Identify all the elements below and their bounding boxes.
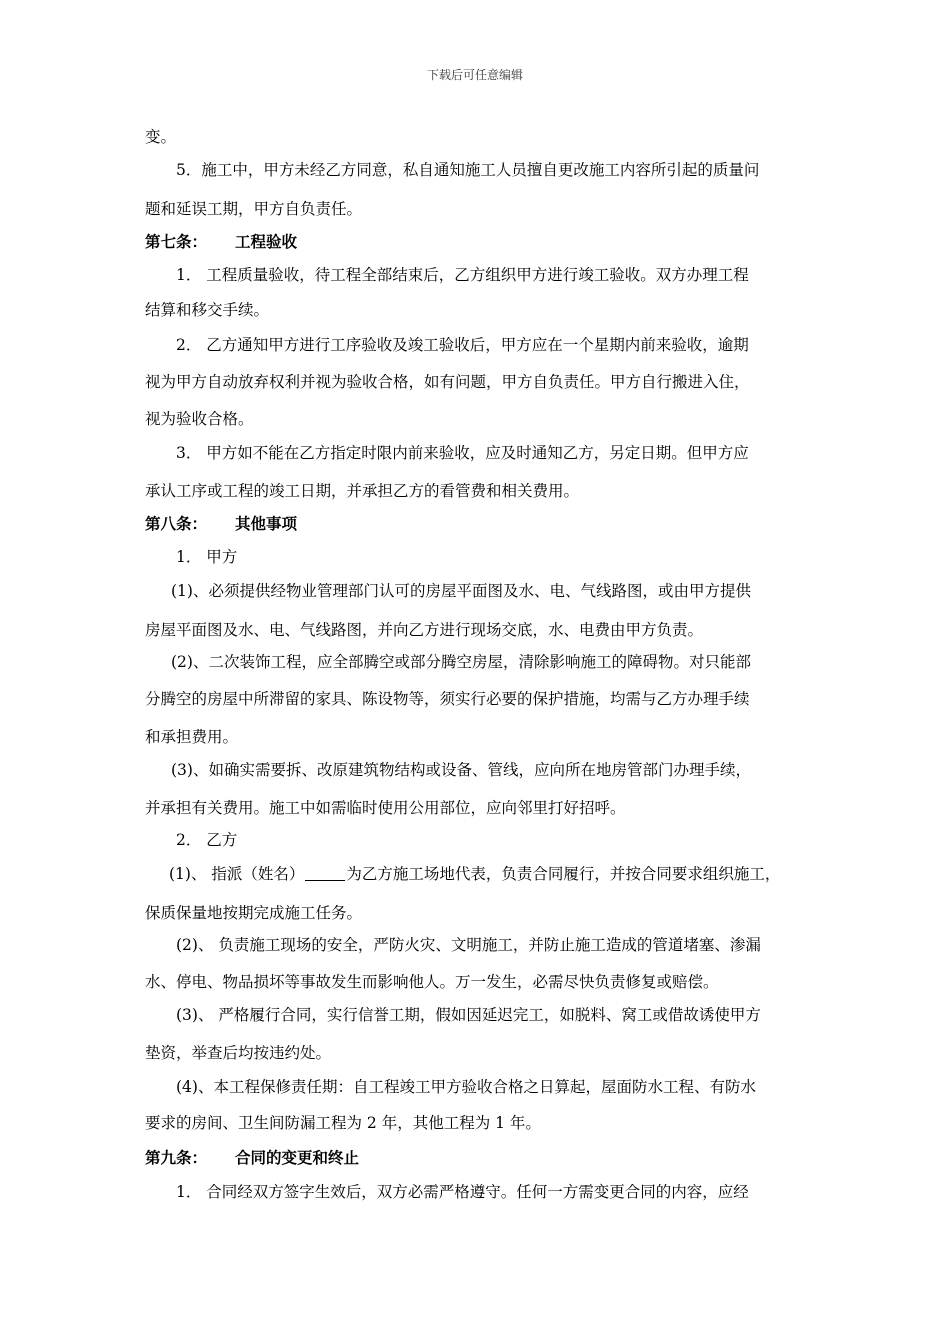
- body-line: 房屋平面图及水、电、气线路图，并向乙方进行现场交底，水、电费由甲方负责。: [145, 621, 704, 639]
- body-line: 2． 乙方: [176, 831, 238, 849]
- article-number: 第九条：: [145, 1148, 208, 1167]
- article-title: 合同的变更和终止: [235, 1148, 360, 1167]
- body-line: 1． 合同经双方签字生效后，双方必需严格遵守。任何一方需变更合同的内容，应经: [176, 1183, 749, 1201]
- body-line: 保质保量地按期完成施工任务。: [145, 904, 363, 922]
- body-line: (3)、 严格履行合同，实行信誉工期，假如因延迟完工，如脱料、窝工或借故诱使甲方: [176, 1006, 761, 1024]
- article-number: 第八条：: [145, 514, 208, 533]
- body-line: 垫资，举查后均按违约处。: [145, 1044, 332, 1062]
- body-line: 5．施工中，甲方未经乙方同意，私自通知施工人员擅自更改施工内容所引起的质量问: [176, 161, 760, 179]
- body-line: 3． 甲方如不能在乙方指定时限内前来验收，应及时通知乙方，另定日期。但甲方应: [176, 444, 749, 462]
- article-heading-9: [145, 1147, 810, 1169]
- article-heading-8: [145, 513, 810, 535]
- body-line: 1． 工程质量验收，待工程全部结束后，乙方组织甲方进行竣工验收。双方办理工程: [176, 266, 749, 284]
- name-blank: [305, 864, 345, 881]
- body-line: 结算和移交手续。: [145, 301, 270, 319]
- body-line: (1)、必须提供经物业管理部门认可的房屋平面图及水、电、气线路图，或由甲方提供: [171, 582, 751, 600]
- body-line: 2． 乙方通知甲方进行工序验收及竣工验收后，甲方应在一个星期内前来验收，逾期: [176, 336, 749, 354]
- body-line: 分腾空的房屋中所滞留的家具、陈设物等，须实行必要的保护措施，均需与乙方办理手续: [145, 690, 750, 708]
- body-line: (4)、本工程保修责任期：自工程竣工甲方验收合格之日算起，屋面防水工程、有防水: [176, 1078, 756, 1096]
- line-segment: 为乙方施工场地代表，负责合同履行，并按合同要求组织施工，: [346, 865, 781, 883]
- body-line: 水、停电、物品损坏等事故发生而影响他人。万一发生，必需尽快负责修复或赔偿。: [145, 973, 719, 991]
- line-segment: (1)、 指派（姓名）: [169, 865, 305, 883]
- body-line: 题和延误工期，甲方自负责任。: [145, 200, 363, 218]
- article-heading-7: [145, 231, 810, 253]
- page-header: 下载后可任意编辑: [426, 68, 523, 82]
- body-line: (2)、二次装饰工程，应全部腾空或部分腾空房屋，清除影响施工的障碍物。对只能部: [171, 653, 751, 671]
- article-number: 第七条：: [145, 232, 208, 251]
- article-title: 其他事项: [235, 514, 298, 533]
- body-line: 并承担有关费用。施工中如需临时使用公用部位，应向邻里打好招呼。: [145, 799, 626, 817]
- article-title: 工程验收: [235, 232, 298, 251]
- body-line: 视为甲方自动放弃权利并视为验收合格，如有问题，甲方自负责任。甲方自行搬进入住，: [145, 373, 750, 391]
- body-line: 1． 甲方: [176, 548, 238, 566]
- body-line: 变。: [145, 128, 177, 146]
- body-line: 视为验收合格。: [145, 410, 254, 428]
- body-line: 和承担费用。: [145, 728, 239, 746]
- body-line: 承认工序或工程的竣工日期，并承担乙方的看管费和相关费用。: [145, 482, 580, 500]
- body-line: [169, 863, 820, 885]
- body-line: 要求的房间、卫生间防漏工程为 2 年，其他工程为 1 年。: [145, 1114, 541, 1132]
- body-line: (3)、如确实需要拆、改原建筑物结构或设备、管线，应向所在地房管部门办理手续，: [171, 761, 751, 779]
- body-line: (2)、 负责施工现场的安全，严防火灾、文明施工，并防止施工造成的管道堵塞、渗漏: [176, 936, 761, 954]
